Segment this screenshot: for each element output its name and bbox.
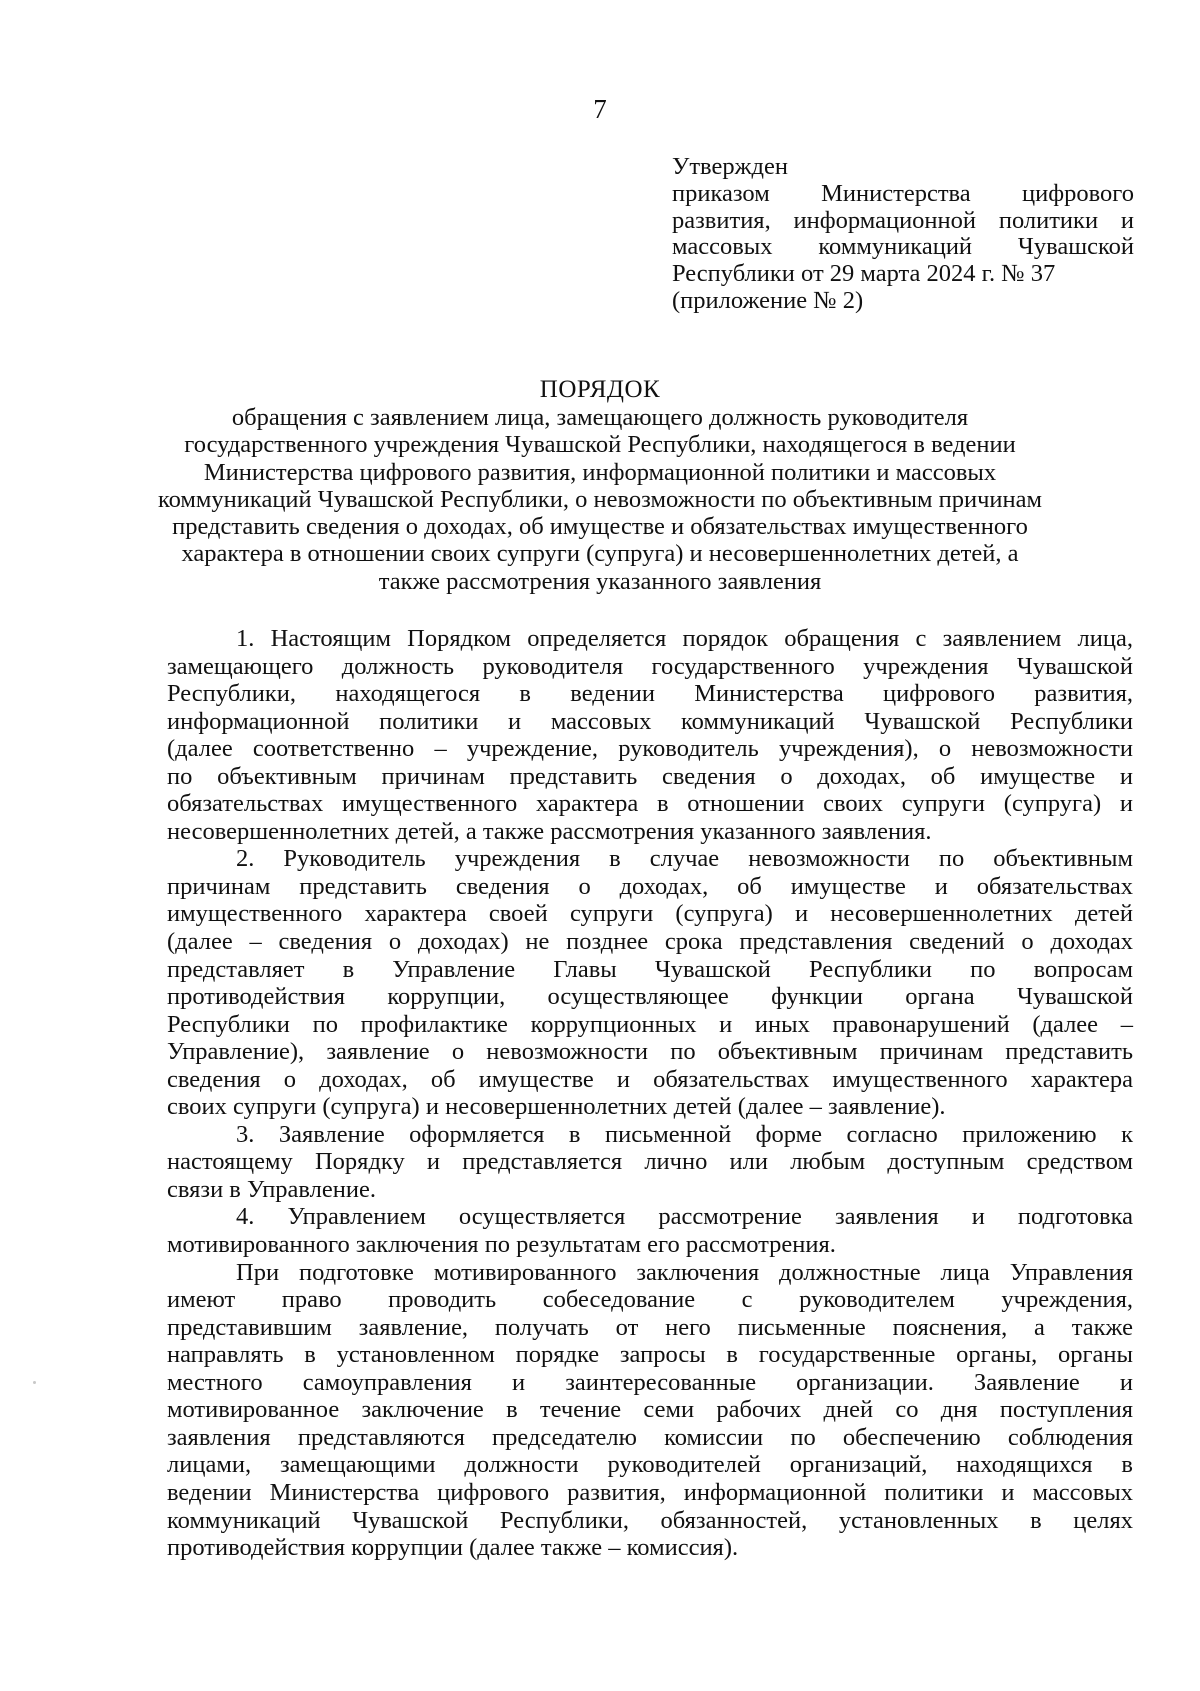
body-line: противодействия коррупции (далее также – комиссия).	[167, 1534, 739, 1562]
document-title: ПОРЯДОК	[539, 376, 661, 403]
body-line: противодействия коррупции, осуществляющее функции органа Чувашской	[167, 983, 1133, 1011]
paragraph-1	[167, 625, 1133, 845]
approval-line: развития, информационной политики и	[672, 206, 1134, 234]
approval-line: Республики от 29 марта 2024 г. № 37	[672, 260, 1056, 288]
approval-line: массовых коммуникаций Чувашской	[672, 233, 1134, 261]
paragraph-4	[167, 1203, 1133, 1258]
body-line: представляет в Управление Главы Чувашской Республики по вопросам	[167, 955, 1133, 983]
subtitle-line: характера в отношении своих супруги (супруга) и несовершеннолетних детей, а	[181, 540, 1019, 568]
body-line: (далее – сведения о доходах) не позднее срока представления сведений о доходах	[167, 928, 1133, 956]
body-line: направлять в установленном порядке запросы в государственные органы, органы	[167, 1341, 1133, 1369]
body-line: коммуникаций Чувашской Республики, обязанностей, установленных в целях	[167, 1506, 1133, 1534]
approval-line: Утвержден	[672, 153, 788, 180]
subtitle-line: представить сведения о доходах, об имуществе и обязательствах имущественного	[172, 513, 1028, 541]
body-line: 3. Заявление оформляется в письменной форме согласно приложению к	[236, 1120, 1133, 1148]
body-line: представившим заявление, получать от него письменные пояснения, а также	[167, 1313, 1133, 1341]
paragraph-5	[167, 1259, 1133, 1562]
body-line: 4. Управлением осуществляется рассмотрение заявления и подготовка	[236, 1203, 1133, 1231]
body-line: При подготовке мотивированного заключения должностные лица Управления	[236, 1258, 1133, 1286]
body-line: замещающего должность руководителя государственного учреждения Чувашской	[167, 652, 1133, 680]
document-body	[167, 625, 1133, 1562]
body-line: (далее соответственно – учреждение, руководитель учреждения), о невозможности	[167, 735, 1133, 763]
body-line: сведения о доходах, об имуществе и обязательствах имущественного характера	[167, 1065, 1133, 1093]
approval-stamp	[672, 154, 1134, 315]
body-line: имущественного характера своей супруги (супруга) и несовершеннолетних детей	[167, 900, 1133, 928]
body-line: местного самоуправления и заинтересованные организации. Заявление и	[167, 1368, 1133, 1396]
body-line: ведении Министерства цифрового развития, информационной политики и массовых	[167, 1478, 1133, 1506]
body-line: своих супруги (супруга) и несовершеннолетних детей (далее – заявление).	[167, 1093, 946, 1121]
body-line: настоящему Порядку и представляется лично или любым доступным средством	[167, 1148, 1133, 1176]
subtitle-line: Министерства цифрового развития, информационной политики и массовых	[203, 458, 997, 486]
body-line: Республики, находящегося в ведении Министерства цифрового развития,	[167, 680, 1133, 708]
body-line: мотивированное заключение в течение семи рабочих дней со дня поступления	[167, 1396, 1133, 1424]
paragraph-2	[167, 845, 1133, 1120]
body-line: обязательствах имущественного характера в отношении своих супруги (супруга) и	[167, 790, 1133, 818]
body-line: 1. Настоящим Порядком определяется порядок обращения с заявлением лица,	[236, 625, 1133, 652]
scan-speck	[33, 1381, 36, 1384]
subtitle-line: обращения с заявлением лица, замещающего должность руководителя	[231, 404, 969, 431]
body-line: заявления представляются председателю комиссии по обеспечению соблюдения	[167, 1423, 1133, 1451]
approval-line: приказом Министерства цифрового	[672, 179, 1134, 207]
approval-line: (приложение № 2)	[672, 286, 864, 314]
body-line: 2. Руководитель учреждения в случае невозможности по объективным	[236, 845, 1133, 873]
body-line: причинам представить сведения о доходах, об имуществе и обязательствах	[167, 872, 1133, 900]
document-subtitle	[140, 404, 1060, 595]
body-line: по объективным причинам представить сведения о доходах, об имуществе и	[167, 762, 1133, 790]
subtitle-line: государственного учреждения Чувашской Республики, находящегося в ведении	[184, 431, 1016, 459]
body-line: имеют право проводить собеседование с руководителем учреждения,	[167, 1286, 1133, 1314]
subtitle-line: также рассмотрения указанного заявления	[378, 567, 822, 595]
paragraph-3	[167, 1121, 1133, 1204]
body-line: Управление), заявление о невозможности по объективным причинам представить	[167, 1038, 1133, 1066]
body-line: информационной политики и массовых коммуникаций Чувашской Республики	[167, 707, 1133, 735]
page-number: 7	[593, 94, 607, 124]
body-line: связи в Управление.	[167, 1175, 376, 1203]
body-line: мотивированного заключения по результатам его рассмотрения.	[167, 1231, 836, 1259]
body-line: Республики по профилактике коррупционных и иных правонарушений (далее –	[167, 1010, 1133, 1038]
body-line: лицами, замещающими должности руководителей организаций, находящихся в	[167, 1451, 1133, 1479]
body-line: несовершеннолетних детей, а также рассмотрения указанного заявления.	[167, 817, 932, 845]
subtitle-line: коммуникаций Чувашской Республики, о невозможности по объективным причинам	[157, 485, 1043, 513]
